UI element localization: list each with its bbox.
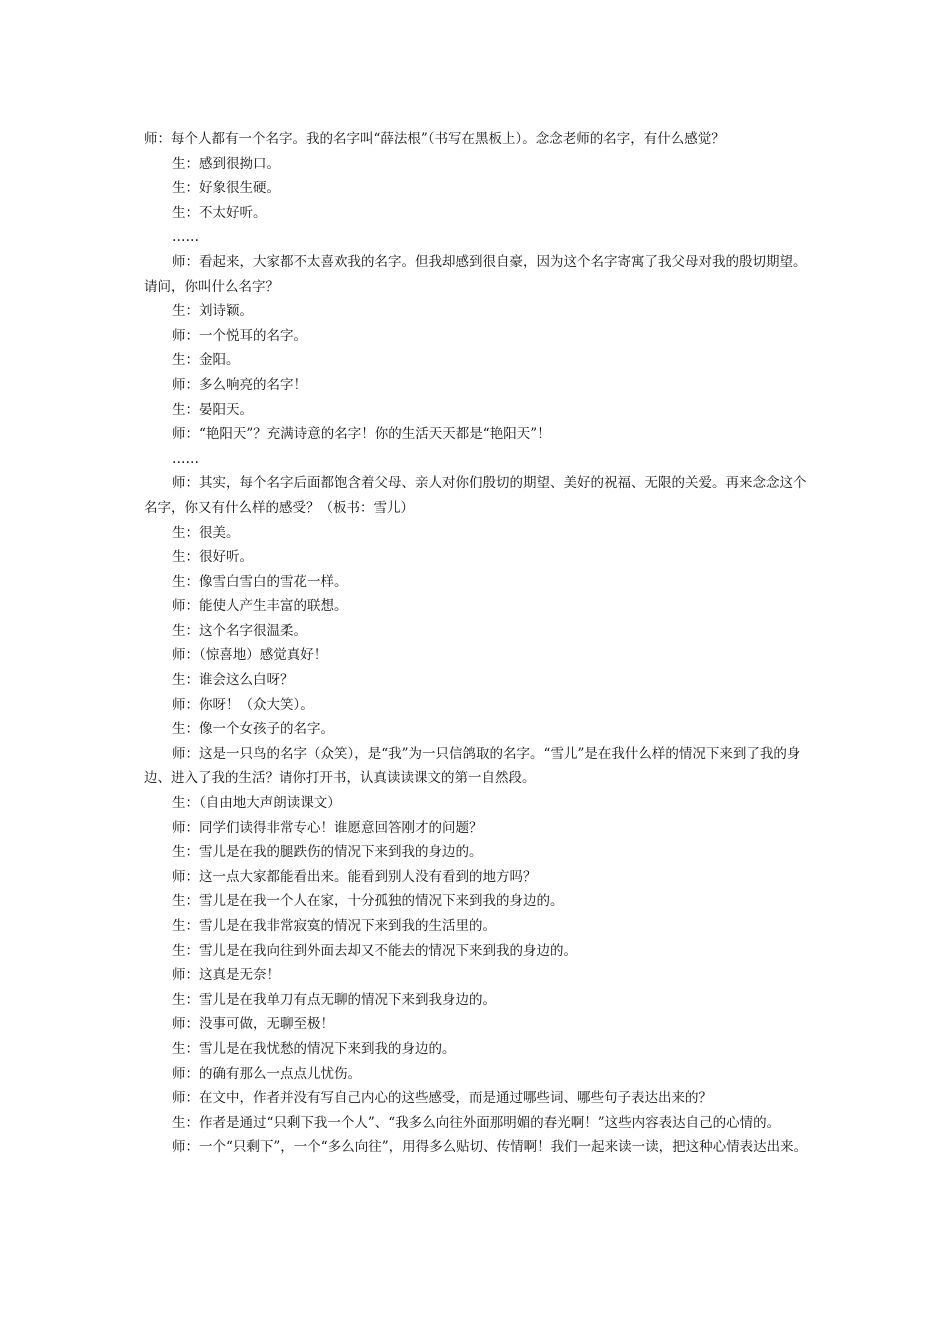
dialogue-paragraph: 生：雪儿是在我的腿跌伤的情况下来到我的身边的。 xyxy=(172,844,483,861)
dialogue-paragraph: 师：这一点大家都能看出来。能看到别人没有看到的地方吗？ xyxy=(172,868,537,885)
dialogue-paragraph: 师：“艳阳天”？充满诗意的名字！你的生活天天都是“艳阳天”！ xyxy=(172,426,551,443)
dialogue-paragraph: …… xyxy=(172,450,199,467)
dialogue-paragraph: 生：感到很拗口。 xyxy=(172,155,280,172)
dialogue-paragraph: 师：同学们读得非常专心！谁愿意回答刚才的问题？ xyxy=(172,819,483,836)
dialogue-paragraph: 生：像雪白雪白的雪花一样。 xyxy=(172,573,348,590)
dialogue-paragraph: 师：的确有那么一点点儿忧伤。 xyxy=(172,1065,361,1082)
dialogue-paragraph: 师：能使人产生丰富的联想。 xyxy=(172,598,348,615)
dialogue-paragraph: 生：雪儿是在我一个人在家，十分孤独的情况下来到我的身边的。 xyxy=(172,893,564,910)
dialogue-paragraph: 生：好象很生硬。 xyxy=(172,180,280,197)
dialogue-paragraph: 生：（自由地大声朗读课文） xyxy=(172,795,341,812)
dialogue-paragraph: 生：金阳。 xyxy=(172,352,240,369)
dialogue-paragraph: 师：看起来，大家都不太喜欢我的名字。但我却感到很自豪，因为这个名字寄寓了我父母对我的殷切期望。请问，你叫什么名字？ xyxy=(144,253,807,295)
document-body xyxy=(144,127,808,1160)
dialogue-paragraph: 生：雪儿是在我单刀有点无聊的情况下来到我身边的。 xyxy=(172,991,496,1008)
dialogue-paragraph: 生：作者是通过“只剩下我一个人”、“我多么向往外面那明媚的春光啊！”这些内容表达自己的心情的。 xyxy=(172,1114,781,1131)
dialogue-paragraph: …… xyxy=(172,229,199,246)
dialogue-paragraph: 生：雪儿是在我非常寂寞的情况下来到我的生活里的。 xyxy=(172,918,496,934)
dialogue-paragraph: 生：很好听。 xyxy=(172,549,253,566)
dialogue-paragraph: 师：没事可做，无聊至极！ xyxy=(172,1016,334,1033)
dialogue-paragraph: 师：这是一只鸟的名字（众笑），是“我”为一只信鸽取的名字。“雪儿”是在我什么样的情况下来到了我的身边、进入了我的生活？请你打开书，认真读读课文的第一自然段。 xyxy=(144,745,801,787)
dialogue-paragraph: 师：一个悦耳的名字。 xyxy=(172,327,307,344)
dialogue-paragraph: 生：这个名字很温柔。 xyxy=(172,622,307,639)
dialogue-paragraph: 生：刘诗颖。 xyxy=(172,303,253,320)
dialogue-paragraph: 师：你呀！（众大笑）。 xyxy=(172,696,314,713)
dialogue-paragraph: 师：每个人都有一个名字。我的名字叫“薛法根”（书写在黑板上）。念念老师的名字，有什么感觉？ xyxy=(144,131,725,147)
dialogue-paragraph: 生：很美。 xyxy=(172,524,240,541)
dialogue-paragraph: 师：这真是无奈！ xyxy=(172,967,280,984)
dialogue-paragraph: 师：多么响亮的名字！ xyxy=(172,376,307,393)
dialogue-paragraph: 生：不太好听。 xyxy=(172,204,267,221)
dialogue-paragraph: 师：其实，每个名字后面都饱含着父母、亲人对你们殷切的期望、美好的祝福、无限的关爱。再来念念这个名字，你又有什么样的感受？（板书：雪儿） xyxy=(144,475,807,516)
dialogue-paragraph: 生：雪儿是在我向往到外面去却又不能去的情况下来到我的身边的。 xyxy=(172,942,577,959)
dialogue-paragraph: 师：在文中，作者并没有写自己内心的这些感受，而是通过哪些词、哪些句子表达出来的？ xyxy=(172,1090,712,1107)
dialogue-paragraph: 生：雪儿是在我忧愁的情况下来到我的身边的。 xyxy=(172,1040,456,1057)
dialogue-paragraph: 生：谁会这么白呀？ xyxy=(172,672,294,689)
dialogue-paragraph: 师：（惊喜地）感觉真好！ xyxy=(172,647,328,664)
dialogue-paragraph: 生：像一个女孩子的名字。 xyxy=(172,721,334,738)
dialogue-paragraph: 生：晏阳天。 xyxy=(172,401,253,418)
dialogue-paragraph: 师：一个“只剩下”，一个“多么向往”，用得多么贴切、传情啊！我们一起来读一读，把这种心情表达出来。 xyxy=(172,1139,808,1156)
